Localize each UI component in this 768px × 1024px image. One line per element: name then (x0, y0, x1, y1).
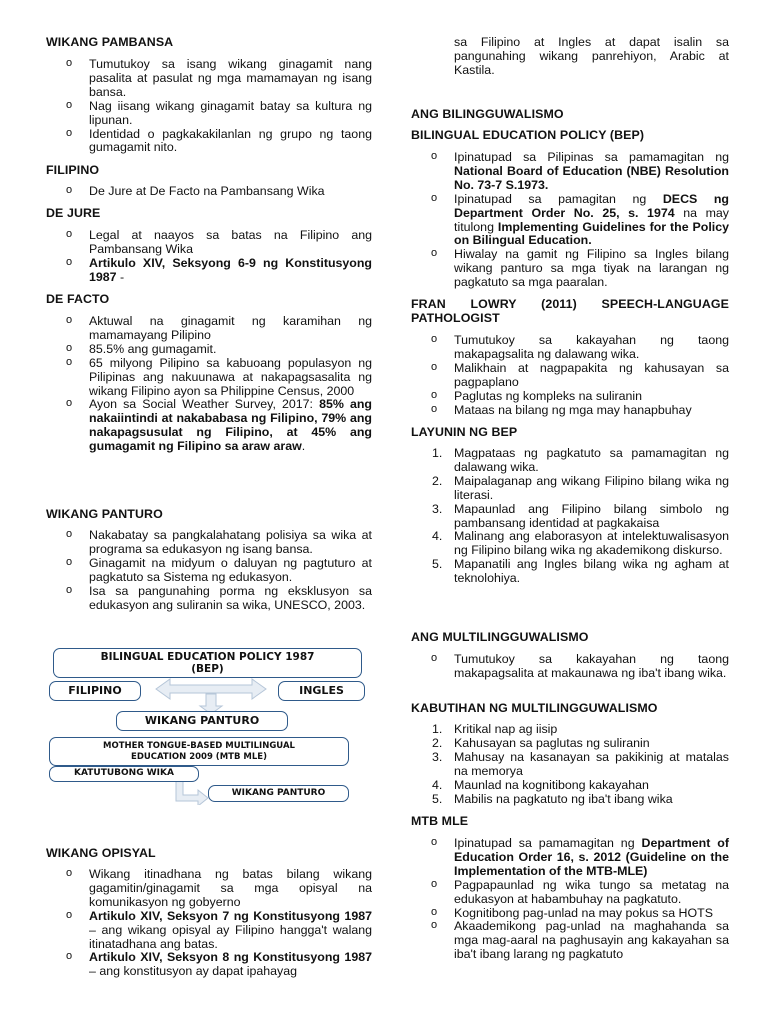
list-wikang-panturo (46, 529, 372, 612)
text: Mapaunlad ang Filipino bilang simbolo ng pambansang identidad at pagkakaisa (454, 501, 729, 530)
item-number: 4. (432, 529, 443, 544)
text: Ayon sa Social Weather Survey, 2017: (89, 397, 320, 412)
item-number: 2. (432, 735, 443, 750)
list-item: o Tumutukoy sa kakayahan ng taong makapagsalita at makaunawa ng iba't ibang wika. (411, 653, 729, 681)
list-item: o Pagpapaunlad ng wika tungo sa metatag na edukasyon at habambuhay na pagkatuto. (411, 879, 729, 907)
heading-mtb-mle: MTB MLE (411, 814, 469, 828)
list-item: o 85.5% ang gumagamit. (46, 343, 372, 357)
bold-text: DECS ng Department Order No. 25, s. 1974 (454, 191, 729, 220)
list-item: o Mataas na bilang ng mga may hanapbuhay (411, 404, 729, 418)
text: Mapanatili ang Ingles bilang wika ng agham at teknolohiya. (454, 557, 729, 586)
list-item: o Tumutukoy sa kakayahan ng taong makapagsalita ng dalawang wika. (411, 334, 729, 362)
diagram-ingles-box: INGLES (278, 681, 365, 701)
list-item (46, 398, 372, 454)
list-item (411, 503, 729, 531)
list-item: o Akaademikong pag-unlad na maghahanda sa mga mag-aaral na paghusayin ang kakayahan sa iba't ibang larang ng pagkatuto (411, 920, 729, 962)
text: – ang konstitusyon ay dapat ipahayag (89, 964, 298, 979)
text: Maipalaganap ang wikang Filipino bilang wika ng literasi. (454, 473, 729, 502)
diagram-filipino-box: FILIPINO (49, 681, 141, 701)
text: na may titulong (454, 205, 729, 234)
list-item (411, 837, 729, 879)
list-item (411, 558, 729, 586)
heading-wikang-pambansa: WIKANG PAMBANSA (46, 35, 174, 49)
list-item: o Kognitibong pag-unlad na may pokus sa HOTS (411, 907, 729, 921)
bold-text: 85% ang nakaiintindi at nakababasa ng Filipino, 79% ang nakapagsusulat ng Filipino, at 45% ang gumagamit ng Filipino sa araw araw (89, 397, 372, 454)
text: Ipinatupad sa Pilipinas sa pamamagitan ng (454, 150, 729, 164)
heading-lowry: FRAN LOWRY (2011) SPEECH-LANGUAGE PATHOLOGIST (411, 297, 729, 325)
list-item: o Ginagamit na midyum o daluyan ng pagtuturo at pagkatuto sa Sistema ng edukasyon. (46, 557, 372, 585)
list-item: o 65 milyong Pilipino sa kabuoang populasyon ng Pilipinas ang nakuunawa at nakapagsasalita ng wikang Filipino ayon sa Philippine Census, 2000 (46, 357, 372, 399)
text: . (301, 439, 306, 454)
text: Ipinatupad sa pamamagitan ng (454, 836, 642, 850)
text: Mabilis na pagkatuto ng iba't ibang wika (454, 791, 673, 806)
list-item-continuation: sa Filipino at Ingles at dapat isalin sa pangunahing wikang panrehiyon, Arabic at Kastila. (454, 35, 729, 77)
text: Kritikal nap ag iisip (454, 722, 558, 736)
list-mtb (411, 837, 729, 962)
list-wikang-pambansa (46, 58, 372, 155)
text: Ipinatupad sa pamagitan ng (454, 191, 663, 206)
list-item (411, 779, 729, 793)
list-item (411, 751, 729, 779)
bold-text: Artikulo XIV, Seksyon 8 ng Konstitusyong 1987 (89, 950, 372, 965)
list-item: o Legal at naayos sa batas na Filipino ang Pambansang Wika (46, 229, 372, 257)
diagram-mtb-box (49, 737, 349, 766)
diagram-panturo2-box: WIKANG PANTURO (208, 785, 349, 802)
bold-text: Department of Education Order 16, s. 2012 (Guideline on the Implementation of the MTB-MLE) (454, 836, 729, 878)
heading-de-facto: DE FACTO (46, 292, 110, 306)
bep-diagram (46, 648, 372, 805)
diagram-katutubong-box: KATUTUBONG WIKA (49, 766, 199, 782)
text: Magpataas ng pagkatuto sa pamamagitan ng dalawang wika. (454, 446, 729, 474)
list-continuation (411, 36, 729, 78)
list-item: o Tumutukoy sa isang wikang ginagamit nang pasalita at pasulat ng mga mamamayan ng isang bansa. (46, 58, 372, 100)
list-item (411, 193, 729, 249)
list-item (411, 723, 729, 737)
text: Maunlad na kognitibong kakayahan (454, 777, 649, 792)
item-number: 3. (432, 749, 443, 764)
bold-text: National Board of Education (NBE) Resolution No. 73-7 S.1973. (454, 163, 729, 192)
heading-wikang-opisyal: WIKANG OPISYAL (46, 846, 156, 860)
item-number: 4. (432, 777, 443, 792)
list-item (46, 910, 372, 952)
item-number: 5. (432, 791, 443, 806)
diagram-title-line2: (BEP) (191, 662, 224, 675)
list-item (411, 475, 729, 503)
diagram-title-line1: BILINGUAL EDUCATION POLICY 1987 (100, 651, 315, 663)
item-number: 2. (432, 473, 443, 488)
list-item: o Nag iisang wikang ginagamit batay sa kultura ng lipunan. (46, 100, 372, 128)
heading-layunin: LAYUNIN NG BEP (411, 425, 518, 439)
text: – ang wikang opisyal ay Filipino hangga't walang itinatadhana ang batas. (89, 922, 372, 951)
diagram-title-box (53, 648, 362, 678)
list-wikang-opisyal (46, 868, 372, 979)
list-lowry (411, 334, 729, 417)
list-item (46, 951, 372, 979)
list-item: o De Jure at De Facto na Pambansang Wika (46, 185, 372, 199)
diagram-panturo-box: WIKANG PANTURO (116, 711, 288, 731)
elbow-arrow-icon (176, 778, 208, 805)
list-item (411, 151, 729, 193)
bold-text: Artikulo XIV, Seksyong 6-9 ng Konstitusyong 1987 (89, 255, 372, 284)
list-item (411, 737, 729, 751)
list-kabutihan (411, 723, 729, 806)
list-item (46, 257, 372, 285)
list-item: o Isa sa pangunahing porma ng eksklusyon sa edukasyon ang suliranin sa wika, UNESCO, 2003. (46, 585, 372, 613)
list-item: o Malikhain at nagpapakita ng kahusayan sa pagpaplano (411, 362, 729, 390)
list-item: o Hiwalay na gamit ng Filipino sa Ingles bilang wikang panturo sa mga tiyak na larangan ng pagkatuto sa mga paaralan. (411, 248, 729, 290)
list-multi (411, 653, 729, 681)
heading-de-jure: DE JURE (46, 206, 101, 220)
heading-filipino: FILIPINO (46, 163, 100, 177)
bold-text: Artikulo XIV, Seksyon 7 ng Konstitusyong 1987 (89, 908, 372, 923)
heading-wikang-panturo: WIKANG PANTURO (46, 507, 163, 521)
list-filipino (46, 185, 372, 199)
item-number: 1. (432, 446, 443, 460)
list-layunin (411, 447, 729, 586)
list-item: o Paglutas ng kompleks na suliranin (411, 390, 729, 404)
list-de-facto (46, 315, 372, 454)
list-de-jure (46, 229, 372, 285)
heading-kabutihan: KABUTIHAN NG MULTILINGGUWALISMO (411, 701, 658, 715)
list-item: o Nakabatay sa pangkalahatang polisiya sa wika at programa sa edukasyon ng isang bansa. (46, 529, 372, 557)
heading-multilingguwalismo: ANG MULTILINGGUWALISMO (411, 630, 589, 644)
diagram-mtb-line1: MOTHER TONGUE-BASED MULTILINGUAL (103, 741, 295, 751)
list-item (411, 793, 729, 807)
diagram-mtb-line2: EDUCATION 2009 (MTB MLE) (131, 751, 267, 762)
item-number: 1. (432, 722, 443, 736)
heading-bep: BILINGUAL EDUCATION POLICY (BEP) (411, 128, 645, 142)
text: Mahusay na kasanayan sa pakikinig at matalas na memorya (454, 749, 729, 778)
text: Kahusayan sa paglutas ng suliranin (454, 735, 650, 750)
text: - (116, 269, 125, 284)
list-item: o Aktuwal na ginagamit ng karamihan ng mamamayang Pilipino (46, 315, 372, 343)
list-item (411, 447, 729, 475)
text: Malinang ang elaborasyon at intelektuwalisasyon ng Filipino bilang wika ng akademikong diskurso. (454, 529, 729, 558)
list-item: o Wikang itinadhana ng batas bilang wikang gagamitin/ginagamit sa mga opisyal na komunikasyon ng gobyerno (46, 868, 372, 910)
list-bep (411, 151, 729, 290)
list-item: o Identidad o pagkakakilanlan ng grupo ng taong gumagamit nito. (46, 128, 372, 156)
item-number: 3. (432, 501, 443, 516)
list-item (411, 530, 729, 558)
bold-text: Implementing Guidelines for the Policy on Bilingual Education. (454, 219, 730, 248)
item-number: 5. (432, 557, 443, 572)
heading-bilingguwalismo: ANG BILINGGUWALISMO (411, 107, 564, 121)
